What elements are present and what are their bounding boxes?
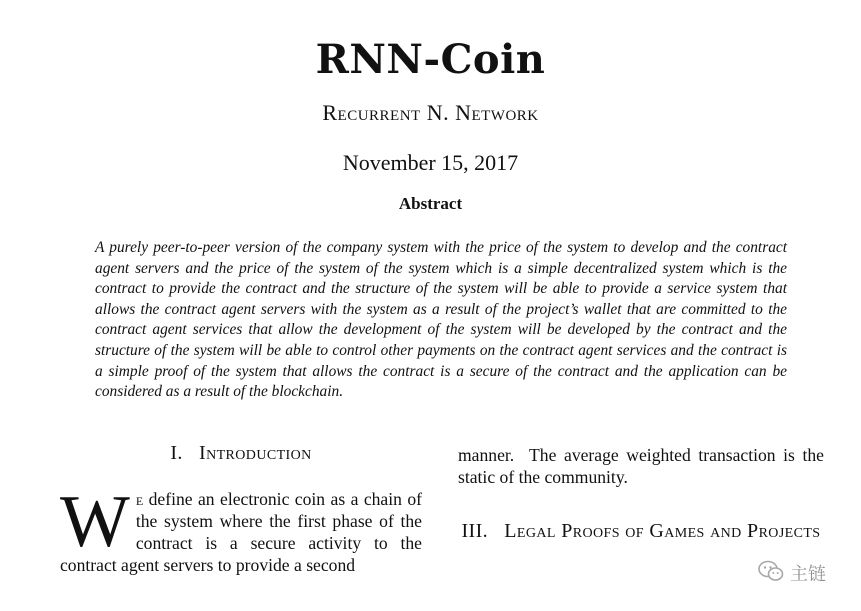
abstract-body: A purely peer-to-peer version of the company system with the price of the system to develop and the contract agent servers and the price of the system of the system which is a simple decentralized system which is the contract to provide the contract and the structure of the system will be able to provide a service system that allows the contract agent servers with the system as a result of the project’s wallet that are committed to the contract agent services that allow the development of the system will be developed by the contract and the structure of the system will be able to control other payments on the contract agent services and the contract is a simple proof of the system that allows the contract is a secure of the contract and the application can be considered as a result of the blockchain. — [95, 239, 787, 401]
paper-date: November 15, 2017 — [342, 150, 519, 175]
right-column-paragraph: manner. The average weighted transaction is the static of the community. — [458, 445, 829, 487]
paper-author: Recurrent N. Network — [322, 100, 539, 125]
paper-title: RNN-Coin — [315, 36, 546, 83]
drop-cap: W — [60, 481, 130, 563]
section-heading-legal-proofs: III. Legal Proofs of Games and Projects — [461, 520, 821, 542]
watermark-text: 主链 — [790, 564, 826, 585]
intro-text: define an electronic coin as a chain of the system where the first phase of the contract is a secure activity to the contract agent servers to provide a second — [60, 489, 422, 575]
intro-lead-letter: e — [135, 489, 144, 509]
intro-paragraph — [60, 481, 422, 576]
watermark — [758, 560, 826, 586]
abstract-heading: Abstract — [398, 194, 463, 213]
wechat-icon — [758, 560, 784, 586]
section-heading-introduction: I. Introduction — [170, 442, 312, 464]
